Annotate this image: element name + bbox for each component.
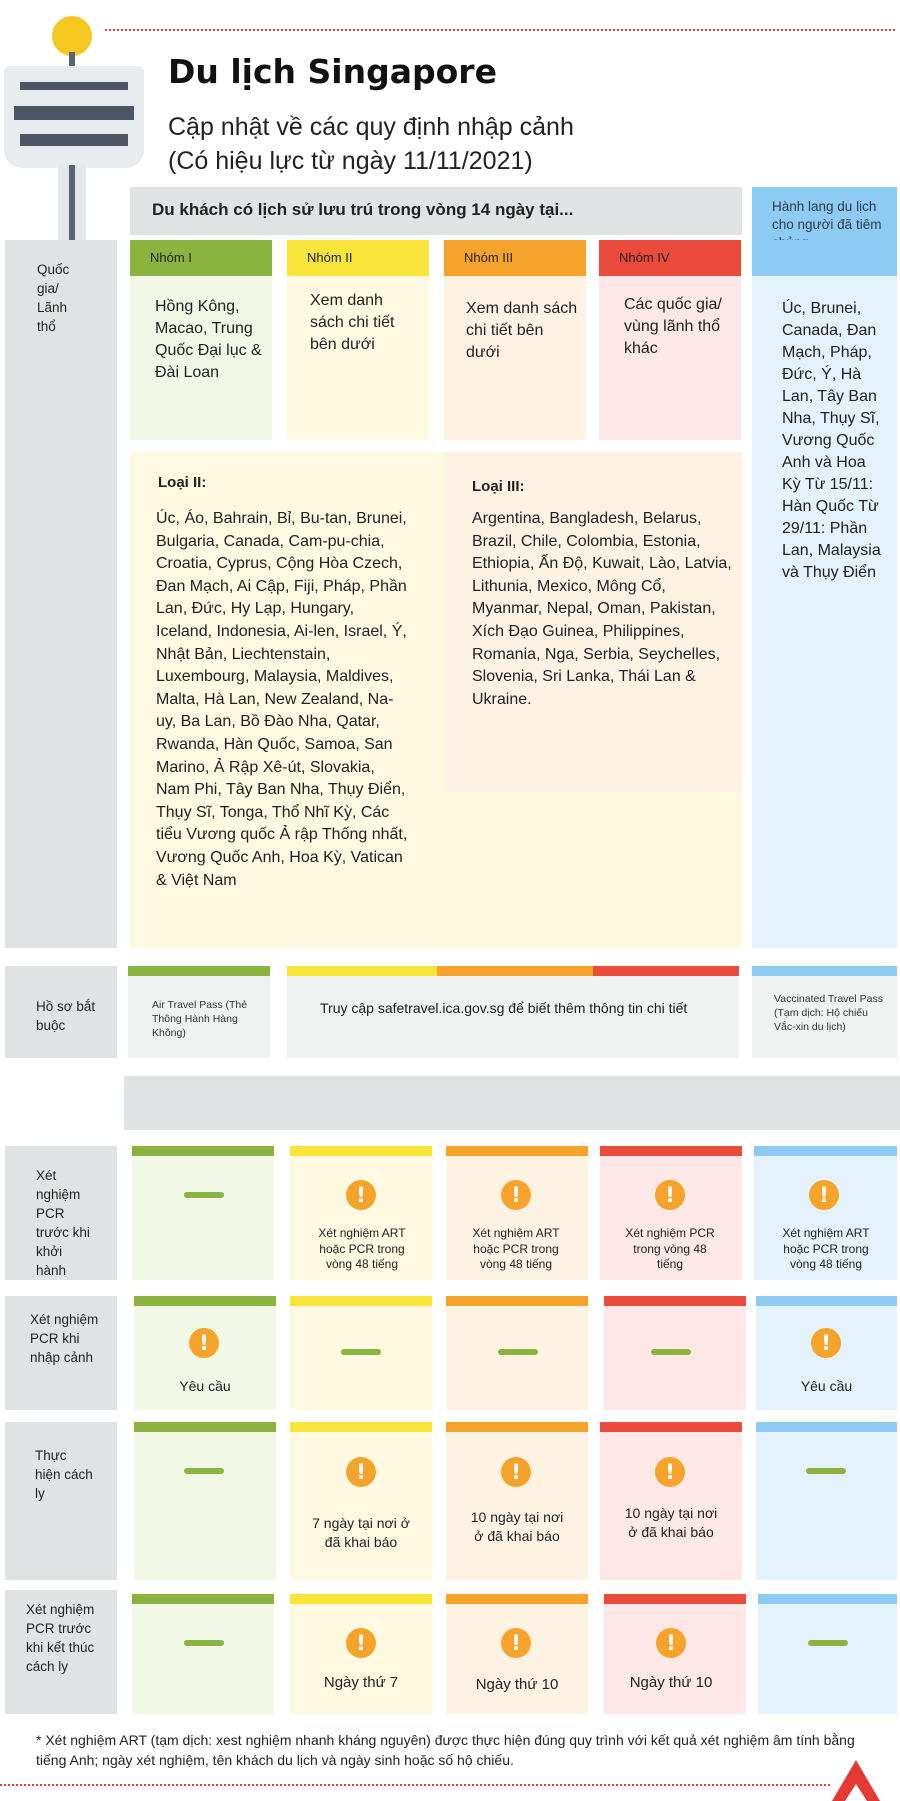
row-label-countries [5, 240, 117, 948]
group-4-strip [604, 1296, 746, 1306]
group-1-strip [132, 1146, 274, 1156]
vtl-strip [756, 1296, 897, 1306]
group-3-strip [446, 1422, 588, 1432]
pcr-end-group-2-cell [290, 1604, 432, 1714]
group-4-strip [600, 1146, 742, 1156]
page-subtitle [168, 110, 574, 178]
bottom-dotted-line [0, 1784, 830, 1786]
row-label-documents-text: Hồ sơ bắt buộc [36, 999, 96, 1033]
group-1-countries: Hồng Kông, Macao, Trung Quốc Đại lục & Đài Loan [155, 298, 262, 381]
quarantine-group-2-cell [290, 1432, 432, 1580]
row-label-quarantine-text: Thực hiện cách ly [35, 1448, 93, 1501]
tab-vtl [752, 240, 897, 276]
pcr-arrival-vtl-cell [756, 1306, 897, 1410]
warning-icon: ! [501, 1457, 531, 1487]
page-title: Du lịch Singapore [168, 52, 497, 91]
row-label-pcr-departure-text: Xét nghiệm PCR trước khi khởi hành [36, 1168, 90, 1278]
not-required-dash-icon [808, 1640, 848, 1646]
not-required-dash-icon [184, 1468, 224, 1474]
warning-icon: ! [346, 1457, 376, 1487]
not-required-dash-icon [806, 1468, 846, 1474]
pcr-arrival-group-2-cell [290, 1306, 432, 1410]
tower-ball-icon [52, 16, 92, 56]
documents-others: Truy cập safetravel.ica.gov.sg để biết thêm thông tin chi tiết [320, 1000, 688, 1016]
not-required-dash-icon [184, 1192, 224, 1198]
group-1-strip [128, 966, 270, 976]
warning-icon: ! [655, 1457, 685, 1487]
footnote: * Xét nghiệm ART (tạm dịch: xest nghiệm nhanh kháng nguyên) được thực hiện đúng quy trình với kết quả xét nghiệm âm tính bằng tiếng Anh; ngày xét nghiệm, tên khách du lịch và ngày sinh hoặc số hộ chiếu. [36, 1732, 855, 1768]
group-2-countries: Xem danh sách chi tiết bên dưới [310, 292, 395, 353]
warning-icon: ! [811, 1328, 841, 1358]
quarantine-group-4-text: 10 ngày tại nơi ở đã khai báo [624, 1505, 718, 1540]
tab-group-1: Nhóm I [130, 240, 272, 276]
section-divider-bar [124, 1076, 900, 1130]
warning-icon: ! [656, 1628, 686, 1658]
vtl-strip [758, 1594, 897, 1604]
group-2-strip [290, 1296, 432, 1306]
pcr-arrival-group-4-cell [604, 1306, 746, 1410]
group-1-strip [134, 1422, 276, 1432]
row-label-countries-text: Quốc gia/ Lãnh thổ [37, 262, 70, 334]
group-3-countries: Xem danh sách chi tiết bên dưới [466, 300, 578, 361]
warning-icon: ! [189, 1328, 219, 1358]
warning-icon: ! [346, 1180, 376, 1210]
warning-icon: ! [655, 1180, 685, 1210]
tab-group-4: Nhóm IV [599, 240, 741, 276]
group-4-strip [593, 966, 739, 976]
pcr-end-vtl-cell [758, 1604, 897, 1714]
group-2-strip [290, 1594, 432, 1604]
category-2-title: Loại II: [158, 474, 207, 491]
pcr-end-group-4-text: Ngày thứ 10 [629, 1674, 713, 1691]
tower-shaft-line [69, 165, 75, 240]
row-label-pcr-arrival-text: Xét nghiệm PCR khi nhập cảnh [30, 1312, 99, 1365]
group-4-countries: Các quốc gia/ vùng lãnh thổ khác [624, 296, 722, 357]
pcr-end-group-1-cell [132, 1604, 274, 1714]
pcr-arrival-group-3-cell [446, 1306, 588, 1410]
pcr-departure-group-3-text: Xét nghiệm ART hoặc PCR trong vòng 48 tiếng [472, 1226, 560, 1271]
pcr-arrival-vtl-text: Yêu cầu [800, 1378, 853, 1394]
pcr-end-group-3-cell [446, 1604, 588, 1714]
group-4-strip [604, 1594, 746, 1604]
group-3-strip [446, 1296, 588, 1306]
pcr-end-group-4-cell [604, 1604, 746, 1714]
group-4-strip [600, 1422, 742, 1432]
pcr-end-group-2-text: Ngày thứ 7 [323, 1674, 399, 1691]
subtitle-line-1: Cập nhật về các quy định nhập cảnh [168, 113, 574, 141]
vtl-strip [752, 966, 897, 976]
quarantine-group-3-text: 10 ngày tại nơi ở đã khai báo [470, 1509, 564, 1544]
quarantine-vtl-cell [756, 1432, 897, 1580]
pcr-departure-vtl-text: Xét nghiệm ART hoặc PCR trong vòng 48 tiếng [782, 1226, 870, 1271]
history-header-label: Du khách có lịch sử lưu trú trong vòng 14 ngày tại... [152, 200, 574, 219]
row-label-pcr-end-text: Xét nghiệm PCR trước khi kết thúc cách ly [26, 1602, 95, 1674]
vtl-strip [756, 1422, 897, 1432]
not-required-dash-icon [498, 1349, 538, 1355]
group-2-strip [290, 1146, 432, 1156]
group-3-strip [446, 1594, 588, 1604]
not-required-dash-icon [184, 1640, 224, 1646]
group-2-strip [287, 966, 437, 976]
warning-icon: ! [809, 1180, 839, 1210]
quarantine-group-3-cell [446, 1432, 588, 1580]
warning-icon: ! [501, 1180, 531, 1210]
tower-window-icon [20, 82, 128, 90]
pcr-arrival-group-1-cell [134, 1306, 276, 1410]
subtitle-line-2: (Có hiệu lực từ ngày 11/11/2021) [168, 147, 533, 175]
quarantine-group-2-text: 7 ngày tại nơi ở đã khai báo [312, 1515, 410, 1550]
vtl-strip [754, 1146, 897, 1156]
not-required-dash-icon [651, 1349, 691, 1355]
group-3-strip [437, 966, 593, 976]
pcr-departure-group-1-cell [132, 1156, 274, 1280]
pcr-end-group-3-text: Ngày thứ 10 [475, 1676, 559, 1693]
documents-vtl: Vaccinated Travel Pass (Tạm dịch: Hộ chiếu Vắc-xin du lịch) [774, 993, 883, 1033]
group-3-strip [446, 1146, 588, 1156]
not-required-dash-icon [341, 1349, 381, 1355]
tab-group-3: Nhóm III [444, 240, 586, 276]
documents-group-1: Air Travel Pass (Thẻ Thông Hành Hàng Không) [152, 999, 248, 1039]
tab-group-2: Nhóm II [287, 240, 429, 276]
pcr-departure-group-2-text: Xét nghiệm ART hoặc PCR trong vòng 48 tiếng [318, 1226, 406, 1271]
top-dotted-line [105, 29, 895, 31]
category-3-title: Loại III: [472, 478, 525, 495]
vtl-countries: Úc, Brunei, Canada, Đan Mạch, Pháp, Đức, Ý, Hà Lan, Tây Ban Nha, Thụy Sĩ, Vương Quốc Anh và Hoa Kỳ Từ 15/11: Hàn Quốc Từ 29/11: Phần Lan, Malaysia và Thụy Điển [782, 300, 881, 581]
vtl-header-label: Hành lang du lịch cho người đã tiêm [772, 199, 882, 232]
tower-window-icon [20, 134, 128, 146]
pcr-departure-group-4-text: Xét nghiệm PCR trong vòng 48 tiếng [625, 1226, 715, 1271]
tower-window-icon [14, 106, 134, 120]
group-1-strip [132, 1594, 274, 1604]
quarantine-group-1-cell [134, 1432, 276, 1580]
group-1-strip [134, 1296, 276, 1306]
warning-icon: ! [501, 1628, 531, 1658]
brand-logo-cutout [845, 1784, 867, 1801]
category-3-list: Argentina, Bangladesh, Belarus, Brazil, Chile, Colombia, Estonia, Ethiopia, Ấn Độ, Kuwait, Lào, Latvia, Lithunia, Mexico, Mông Cổ, Myanmar, Nepal, Oman, Pakistan, Xích Đạo Guinea, Philippines, Romania, Nga, Serbia, Seychelles, Slovenia, Sri Lanka, Thái Lan & Ukraine. [472, 510, 732, 708]
group-2-strip [290, 1422, 432, 1432]
warning-icon: ! [346, 1628, 376, 1658]
category-2-list: Úc, Áo, Bahrain, Bỉ, Bu-tan, Brunei, Bulgaria, Canada, Cam-pu-chia, Croatia, Cyprus, Cộng Hòa Czech, Đan Mạch, Ai Cập, Fiji, Pháp, Phần Lan, Đức, Hy Lạp, Hungary, Iceland, Indonesia, Ai-len, Israel, Ý, Nhật Bản, Liechtenstain, Luxembourg, Malaysia, Maldives, Malta, Hà Lan, New Zealand, Na-uy, Ba Lan, Bồ Đào Nha, Qatar, Rwanda, Hàn Quốc, Samoa, San Marino, Ả Rập Xê-út, Slovakia, Nam Phi, Tây Ban Nha, Thụy Điển, Thụy Sĩ, Tonga, Thổ Nhĩ Kỳ, Các tiểu Vương quốc Ả rập Thống nhất, Vương Quốc Anh, Hoa Kỳ, Vatican & Việt Nam [156, 510, 408, 889]
pcr-arrival-group-1-text: Yêu cầu [179, 1378, 231, 1394]
